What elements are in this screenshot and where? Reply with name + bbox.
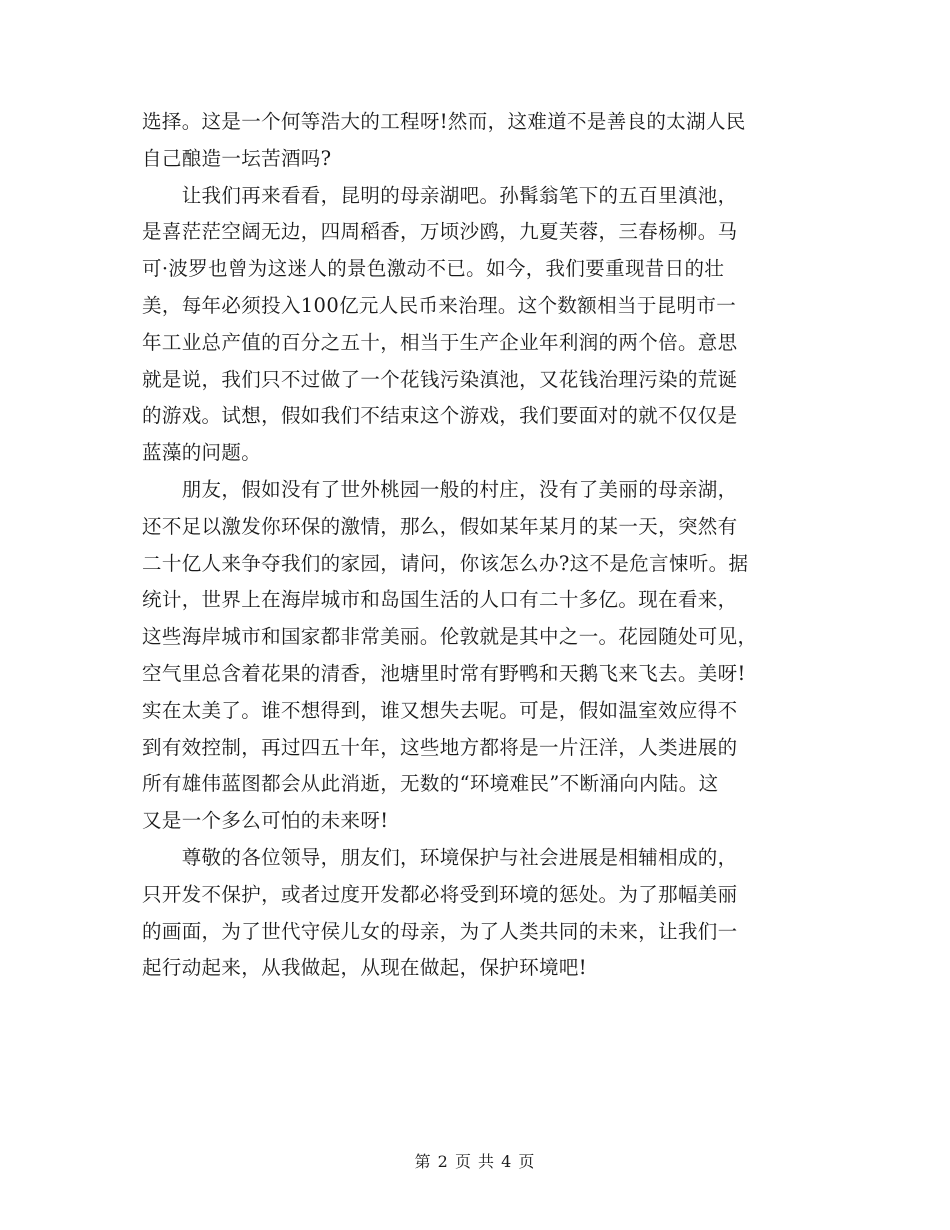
text-line: 到有效控制，再过四五十年，这些地方都将是一片汪洋，人类进展的	[142, 735, 738, 759]
paragraph-1	[142, 104, 807, 178]
text-line: 尊敬的各位领导，朋友们，环境保护与社会进展是相辅相成的，	[142, 845, 738, 869]
text-line: 蓝藻的问题。	[142, 441, 262, 465]
text-line: 统计，世界上在海岸城市和岛国生活的人口有二十多亿。现在看来，	[142, 588, 738, 612]
page-number-footer: 第 2 页 共 4 页	[414, 1152, 536, 1171]
text-line: 是喜茫茫空阔无边，四周稻香，万顷沙鸥，九夏芙蓉，三春杨柳。马	[142, 220, 738, 244]
text-line: 所有雄伟蓝图都会从此消逝，无数的“环境难民”不断涌向内陆。这	[142, 772, 719, 796]
text-line: 起行动起来，从我做起，从现在做起，保护环境吧!	[142, 956, 587, 980]
text-line: 这些海岸城市和国家都非常美丽。伦敦就是其中之一。花园随处可见，	[142, 625, 758, 649]
text-line: 自己酿造一坛苦酒吗?	[142, 146, 332, 170]
text-line: 二十亿人来争夺我们的家园，请问，你该怎么办?这不是危言悚听。据	[142, 551, 749, 575]
document-body	[142, 104, 807, 987]
text-line: 还不足以激发你环保的激情，那么，假如某年某月的某一天，突然有	[142, 514, 738, 538]
text-line: 又是一个多么可怕的未来呀!	[142, 809, 389, 833]
text-line: 朋友，假如没有了世外桃园一般的村庄，没有了美丽的母亲湖，	[142, 477, 738, 501]
text-line: 美，每年必须投入100亿元人民币来治理。这个数额相当于昆明市一	[142, 293, 737, 317]
text-line: 空气里总含着花果的清香，池塘里时常有野鸭和天鹅飞来飞去。美呀!	[142, 661, 746, 685]
text-line: 就是说，我们只不过做了一个花钱污染滇池，又花钱治理污染的荒诞	[142, 367, 738, 391]
paragraph-3	[142, 472, 807, 840]
text-line: 的画面，为了世代守侯儿女的母亲，为了人类共同的未来，让我们一	[142, 919, 738, 943]
text-line: 年工业总产值的百分之五十，相当于生产企业年利润的两个倍。意思	[142, 330, 738, 354]
paragraph-2	[142, 178, 807, 472]
paragraph-4	[142, 840, 807, 987]
text-line: 让我们再来看看，昆明的母亲湖吧。孙髯翁笔下的五百里滇池，	[142, 183, 738, 207]
text-line: 的游戏。试想，假如我们不结束这个游戏，我们要面对的就不仅仅是	[142, 404, 738, 428]
text-line: 可·波罗也曾为这迷人的景色激动不已。如今，我们要重现昔日的壮	[142, 257, 725, 281]
text-line: 只开发不保护，或者过度开发都必将受到环境的惩处。为了那幅美丽	[142, 882, 738, 906]
text-line: 选择。这是一个何等浩大的工程呀!然而，这难道不是善良的太湖人民	[142, 110, 746, 133]
text-line: 实在太美了。谁不想得到，谁又想失去呢。可是，假如温室效应得不	[142, 698, 738, 722]
